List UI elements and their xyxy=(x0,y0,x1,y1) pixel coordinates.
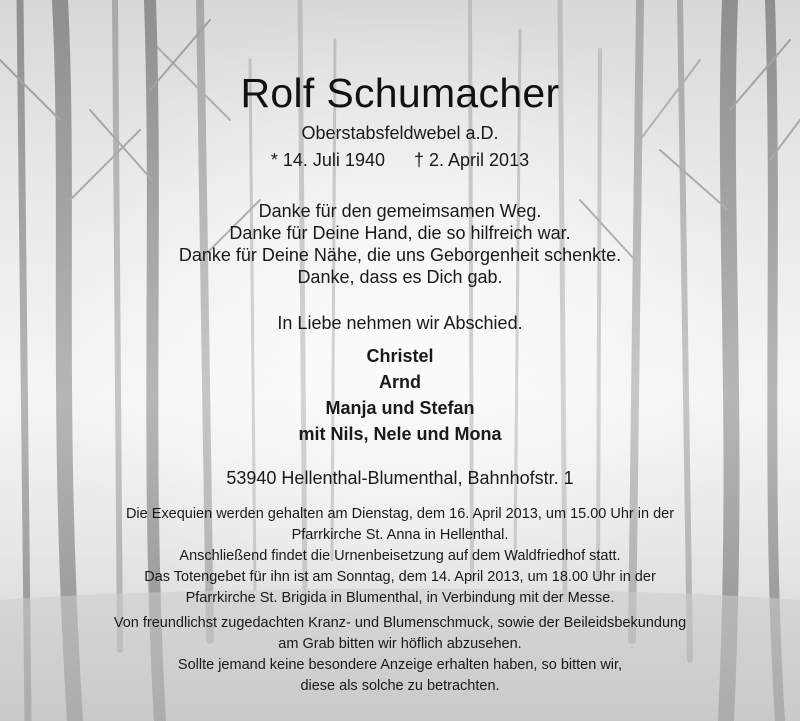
deceased-name: Rolf Schumacher xyxy=(240,70,560,116)
service-info-line: Pfarrkirche St. Anna in Hellenthal. xyxy=(291,527,509,543)
service-info-line: am Grab bitten wir höflich abzusehen. xyxy=(278,636,522,652)
service-info-line: Von freundlichst zugedachten Kranz- und Blumenschmuck, sowie der Beileidsbekundung xyxy=(113,615,687,631)
service-info-line: Sollte jemand keine besondere Anzeige erhalten haben, so bitten wir, xyxy=(177,657,623,673)
poem-line: Danke für Deine Nähe, die uns Geborgenheit schenkte. xyxy=(178,245,622,265)
service-info-line: Anschließend findet die Urnenbeisetzung auf dem Waldfriedhof statt. xyxy=(179,548,621,564)
death-date: † 2. April 2013 xyxy=(414,150,530,170)
deceased-rank: Oberstabsfeldwebel a.D. xyxy=(301,123,499,143)
farewell-line: In Liebe nehmen wir Abschied. xyxy=(277,313,523,333)
life-dates xyxy=(0,150,800,171)
family-member: Manja und Stefan xyxy=(325,398,475,418)
service-info-line: Pfarrkirche St. Brigida in Blumenthal, in Verbindung mit der Messe. xyxy=(185,590,615,606)
service-info-line: Die Exequien werden gehalten am Dienstag, dem 16. April 2013, um 15.00 Uhr in der xyxy=(125,506,675,522)
family-member: Arnd xyxy=(379,372,421,392)
poem-line: Danke, dass es Dich gab. xyxy=(297,267,503,287)
birth-date: * 14. Juli 1940 xyxy=(270,150,385,170)
family-address: 53940 Hellenthal-Blumenthal, Bahnhofstr. 1 xyxy=(226,468,574,488)
service-info-line: Das Totengebet für ihn ist am Sonntag, dem 14. April 2013, um 18.00 Uhr in der xyxy=(144,569,656,585)
family-member: Christel xyxy=(366,346,434,366)
poem-line: Danke für den gemeimsamen Weg. xyxy=(258,201,542,221)
service-info-line: diese als solche zu betrachten. xyxy=(300,678,500,694)
poem-line: Danke für Deine Hand, die so hilfreich war. xyxy=(229,223,571,243)
family-member: mit Nils, Nele und Mona xyxy=(298,424,502,444)
